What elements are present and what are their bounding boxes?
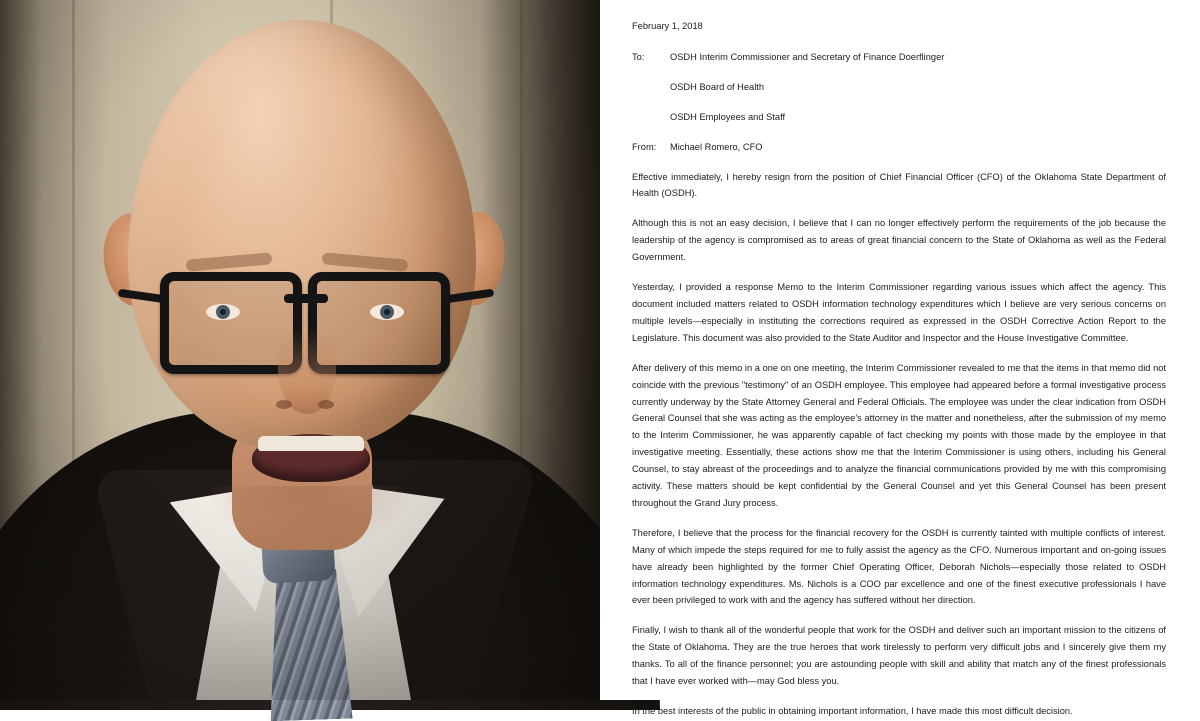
photo-vignette bbox=[0, 0, 600, 700]
letter-paragraph: After delivery of this memo in a one on one meeting, the Interim Commissioner revealed to me that the items in that memo did not coincide with the previous "testimony" of an OSDH employee. This employee had appeared before a formal investigative process currently underway by the State Attorney General and Federal Officials. The employee was under the clear indication from OSDH General Counsel that she was acting as the employee's attorney in the matter and nonetheless, after the submission of my memo to the Interim Commissioner, he was apparently capable of fact checking my points with those made by the employee in that investigative meeting. Essentially, these actions show me that the Interim Commissioner is using others, including his General Counsel, to stay abreast of the proceedings and to analyze the financial communications provided by me with this compromising activity. These matters should be kept confidential by the General Counsel and yet this General Counsel has been present throughout the Grand Jury process. bbox=[632, 362, 1166, 508]
letter-recipient: OSDH Interim Commissioner and Secretary of Finance Doerflinger bbox=[670, 51, 945, 62]
letter-paragraph: Yesterday, I provided a response Memo to the Interim Commissioner regarding various issues which affect the agency. This document included matters related to OSDH information technology expenditures which I believe are very serious concerns on multiple levels—especially in instituting the corrections required as expressed in the OSDH Corrective Action Report to the Legislature. This document was also provided to the State Auditor and Inspector and the House Investigative Committee. bbox=[632, 282, 1166, 343]
letter-to-label: To: bbox=[632, 51, 645, 62]
letter-paragraph: Finally, I wish to thank all of the wonderful people that work for the OSDH and deliver such an important mission to the citizens of the State of Oklahoma. They are the true heroes that work tirelessly to perform very difficult jobs and I sincerely give them my thanks. To all of the finance personnel; you are astounding people with skill and ability that match any of the finest professionals that I have ever worked with—may God bless you. bbox=[632, 625, 1166, 687]
subject-photo bbox=[0, 0, 600, 700]
letter-recipient: OSDH Board of Health bbox=[670, 81, 765, 92]
letter-paragraph: In the best interests of the public in obtaining important information, I have made this most difficult decision. bbox=[632, 706, 1073, 716]
letter-paragraph: Therefore, I believe that the process for the financial recovery for the OSDH is currently tainted with multiple conflicts of interest. Many of which impede the steps required for me to fully assist the agency as the CFO. Numerous important and on-going issues have already been highlighted by the former Chief Operating Officer, Deborah Nichols—especially those related to OSDH information technology expenditures. Ms. Nichols is a COO par excellence and one of the finest executive professionals I have ever been privileged to work with and the agency has suffered without her direction. bbox=[632, 527, 1166, 606]
letter-paragraph: Effective immediately, I hereby resign from the position of Chief Financial Officer (CFO) of the Oklahoma State Department of Health (OSDH). bbox=[632, 171, 1166, 199]
letter-to-row-2 bbox=[632, 79, 1166, 96]
letter-from-row bbox=[632, 139, 1166, 156]
letter-sender: Michael Romero, CFO bbox=[670, 141, 763, 152]
letter-paragraph: Although this is not an easy decision, I believe that I can no longer effectively perform the requirements of the job because the leadership of the agency is compromised as to areas of great financial concern to the State of Oklahoma as well as the Federal Government. bbox=[632, 218, 1166, 263]
letter-recipient: OSDH Employees and Staff bbox=[670, 111, 786, 122]
letter-body bbox=[600, 0, 1200, 720]
letter-to-row-1 bbox=[632, 49, 1166, 66]
letter-from-label: From: bbox=[632, 141, 657, 152]
letter-to-row-3 bbox=[632, 109, 1166, 126]
resignation-letter-document bbox=[600, 0, 1200, 716]
letter-date: February 1, 2018 bbox=[632, 21, 703, 31]
